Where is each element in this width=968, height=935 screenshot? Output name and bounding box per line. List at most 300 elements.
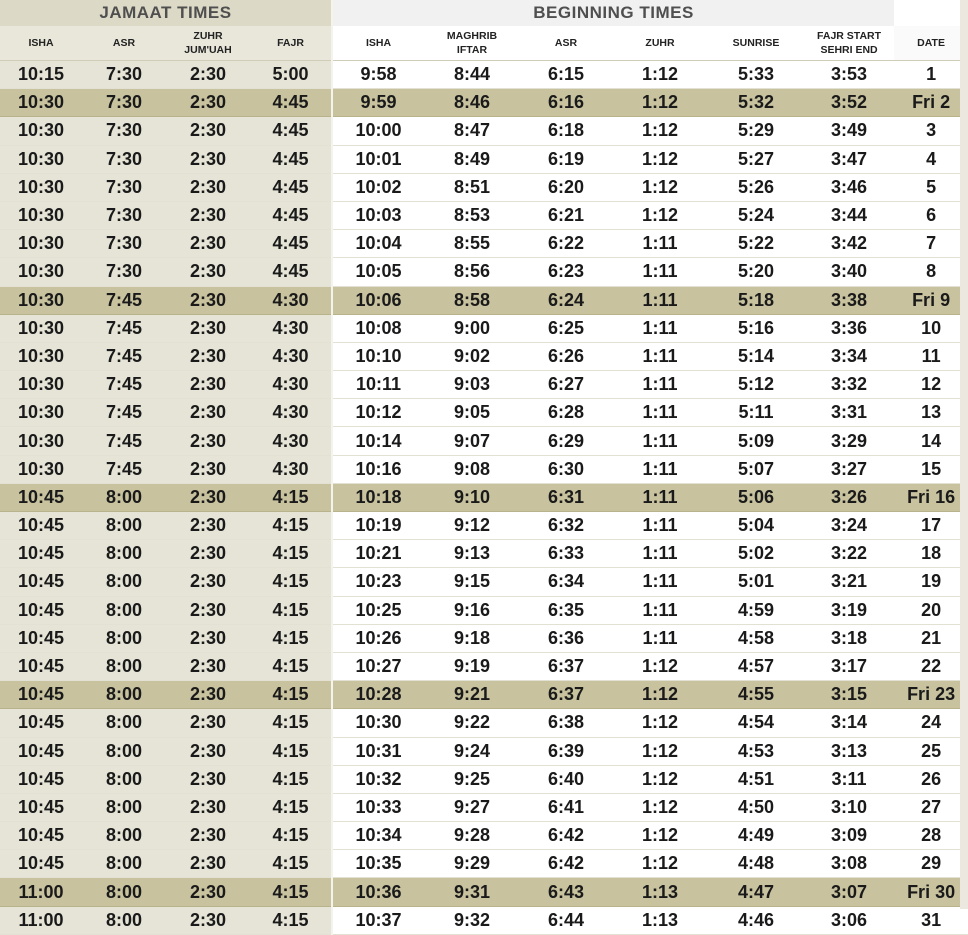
table-row	[0, 568, 968, 596]
begin-fajr-cell: 3:29	[804, 427, 894, 455]
begin-sunrise-cell: 4:48	[708, 850, 804, 878]
begin-zuhr-cell: 1:12	[612, 652, 708, 680]
table-row	[0, 371, 968, 399]
jamaat-zuhr-cell: 2:30	[166, 89, 250, 117]
begin-fajr-cell: 3:26	[804, 483, 894, 511]
jamaat-isha-cell: 10:45	[0, 568, 82, 596]
begin-zuhr-cell: 1:11	[612, 286, 708, 314]
begin-zuhr-cell: 1:12	[612, 681, 708, 709]
begin-isha-cell: 9:59	[332, 89, 424, 117]
begin-maghrib-cell: 9:16	[424, 596, 520, 624]
begin-maghrib-cell: 9:19	[424, 652, 520, 680]
begin-maghrib-cell: 8:58	[424, 286, 520, 314]
date-cell: 28	[894, 822, 968, 850]
jamaat-asr-cell: 7:30	[82, 117, 166, 145]
col-jamaat-fajr: FAJR	[250, 26, 332, 61]
begin-asr-cell: 6:23	[520, 258, 612, 286]
date-cell: 10	[894, 314, 968, 342]
begin-fajr-cell: 3:10	[804, 793, 894, 821]
date-cell: 24	[894, 709, 968, 737]
begin-maghrib-cell: 9:21	[424, 681, 520, 709]
jamaat-asr-cell: 8:00	[82, 568, 166, 596]
col-begin-fajr: FAJR START SEHRI END	[804, 26, 894, 61]
jamaat-asr-cell: 8:00	[82, 624, 166, 652]
jamaat-fajr-cell: 4:15	[250, 822, 332, 850]
friday-row	[0, 681, 968, 709]
begin-fajr-cell: 3:36	[804, 314, 894, 342]
date-cell: 7	[894, 230, 968, 258]
date-cell: 26	[894, 765, 968, 793]
begin-isha-cell: 10:32	[332, 765, 424, 793]
begin-sunrise-cell: 5:33	[708, 61, 804, 89]
col-jamaat-zuhr: ZUHR JUM'UAH	[166, 26, 250, 61]
jamaat-asr-cell: 8:00	[82, 878, 166, 906]
begin-fajr-cell: 3:40	[804, 258, 894, 286]
date-cell: 21	[894, 624, 968, 652]
jamaat-isha-cell: 10:30	[0, 455, 82, 483]
begin-maghrib-cell: 8:56	[424, 258, 520, 286]
begin-asr-cell: 6:24	[520, 286, 612, 314]
date-cell: 12	[894, 371, 968, 399]
begin-isha-cell: 10:12	[332, 399, 424, 427]
begin-zuhr-cell: 1:12	[612, 822, 708, 850]
jamaat-isha-cell: 10:45	[0, 540, 82, 568]
begin-asr-cell: 6:18	[520, 117, 612, 145]
jamaat-zuhr-cell: 2:30	[166, 850, 250, 878]
jamaat-fajr-cell: 4:30	[250, 455, 332, 483]
jamaat-fajr-cell: 4:45	[250, 145, 332, 173]
begin-asr-cell: 6:42	[520, 850, 612, 878]
jamaat-isha-cell: 10:30	[0, 145, 82, 173]
jamaat-fajr-cell: 4:15	[250, 512, 332, 540]
jamaat-fajr-cell: 4:15	[250, 737, 332, 765]
begin-asr-cell: 6:37	[520, 681, 612, 709]
begin-sunrise-cell: 4:57	[708, 652, 804, 680]
jamaat-fajr-cell: 4:15	[250, 906, 332, 934]
jamaat-fajr-cell: 4:30	[250, 286, 332, 314]
begin-maghrib-cell: 8:51	[424, 173, 520, 201]
begin-asr-cell: 6:28	[520, 399, 612, 427]
table-row	[0, 230, 968, 258]
begin-sunrise-cell: 5:16	[708, 314, 804, 342]
begin-zuhr-cell: 1:11	[612, 512, 708, 540]
table-row	[0, 596, 968, 624]
jamaat-zuhr-cell: 2:30	[166, 793, 250, 821]
jamaat-zuhr-cell: 2:30	[166, 878, 250, 906]
jamaat-isha-cell: 10:45	[0, 737, 82, 765]
begin-sunrise-cell: 5:29	[708, 117, 804, 145]
table-row	[0, 145, 968, 173]
col-begin-isha: ISHA	[332, 26, 424, 61]
begin-fajr-cell: 3:53	[804, 61, 894, 89]
begin-sunrise-cell: 5:18	[708, 286, 804, 314]
date-cell: 20	[894, 596, 968, 624]
jamaat-isha-cell: 10:30	[0, 201, 82, 229]
date-cell: 8	[894, 258, 968, 286]
begin-sunrise-cell: 5:09	[708, 427, 804, 455]
jamaat-isha-cell: 10:30	[0, 117, 82, 145]
friday-row	[0, 878, 968, 906]
jamaat-asr-cell: 7:30	[82, 201, 166, 229]
column-header-row	[0, 26, 968, 61]
begin-zuhr-cell: 1:12	[612, 89, 708, 117]
begin-sunrise-cell: 4:50	[708, 793, 804, 821]
jamaat-asr-cell: 7:30	[82, 173, 166, 201]
jamaat-zuhr-cell: 2:30	[166, 201, 250, 229]
begin-zuhr-cell: 1:11	[612, 483, 708, 511]
jamaat-zuhr-cell: 2:30	[166, 596, 250, 624]
jamaat-asr-cell: 7:30	[82, 258, 166, 286]
begin-fajr-cell: 3:52	[804, 89, 894, 117]
jamaat-asr-cell: 7:45	[82, 286, 166, 314]
begin-sunrise-cell: 5:11	[708, 399, 804, 427]
jamaat-asr-cell: 7:30	[82, 61, 166, 89]
begin-maghrib-cell: 9:02	[424, 342, 520, 370]
begin-asr-cell: 6:15	[520, 61, 612, 89]
begin-sunrise-cell: 5:02	[708, 540, 804, 568]
begin-maghrib-cell: 9:18	[424, 624, 520, 652]
jamaat-asr-cell: 7:45	[82, 314, 166, 342]
table-row	[0, 709, 968, 737]
col-date: DATE	[894, 26, 968, 61]
jamaat-isha-cell: 10:30	[0, 342, 82, 370]
begin-maghrib-cell: 9:32	[424, 906, 520, 934]
table-row	[0, 737, 968, 765]
begin-fajr-cell: 3:17	[804, 652, 894, 680]
begin-isha-cell: 10:27	[332, 652, 424, 680]
jamaat-zuhr-cell: 2:30	[166, 765, 250, 793]
jamaat-asr-cell: 8:00	[82, 737, 166, 765]
table-row	[0, 906, 968, 934]
date-cell: 1	[894, 61, 968, 89]
jamaat-fajr-cell: 4:15	[250, 765, 332, 793]
begin-fajr-cell: 3:47	[804, 145, 894, 173]
jamaat-fajr-cell: 4:30	[250, 342, 332, 370]
date-cell: Fri 2	[894, 89, 968, 117]
begin-isha-cell: 10:06	[332, 286, 424, 314]
date-cell: 11	[894, 342, 968, 370]
jamaat-zuhr-cell: 2:30	[166, 173, 250, 201]
jamaat-fajr-cell: 4:30	[250, 399, 332, 427]
col-jamaat-isha: ISHA	[0, 26, 82, 61]
begin-asr-cell: 6:31	[520, 483, 612, 511]
begin-asr-cell: 6:38	[520, 709, 612, 737]
begin-sunrise-cell: 4:53	[708, 737, 804, 765]
table-row	[0, 765, 968, 793]
begin-maghrib-cell: 9:13	[424, 540, 520, 568]
jamaat-zuhr-cell: 2:30	[166, 709, 250, 737]
jamaat-asr-cell: 8:00	[82, 765, 166, 793]
table-row	[0, 314, 968, 342]
begin-isha-cell: 10:01	[332, 145, 424, 173]
begin-zuhr-cell: 1:11	[612, 399, 708, 427]
begin-fajr-cell: 3:13	[804, 737, 894, 765]
begin-sunrise-cell: 5:20	[708, 258, 804, 286]
table-row	[0, 117, 968, 145]
begin-isha-cell: 10:23	[332, 568, 424, 596]
date-cell: Fri 30	[894, 878, 968, 906]
begin-zuhr-cell: 1:12	[612, 850, 708, 878]
begin-fajr-cell: 3:38	[804, 286, 894, 314]
begin-fajr-cell: 3:19	[804, 596, 894, 624]
begin-fajr-cell: 3:27	[804, 455, 894, 483]
begin-fajr-cell: 3:21	[804, 568, 894, 596]
jamaat-fajr-cell: 4:15	[250, 483, 332, 511]
friday-row	[0, 286, 968, 314]
jamaat-asr-cell: 8:00	[82, 709, 166, 737]
jamaat-isha-cell: 10:45	[0, 822, 82, 850]
begin-fajr-cell: 3:49	[804, 117, 894, 145]
begin-fajr-cell: 3:22	[804, 540, 894, 568]
jamaat-fajr-cell: 4:15	[250, 850, 332, 878]
begin-isha-cell: 10:21	[332, 540, 424, 568]
begin-zuhr-cell: 1:12	[612, 201, 708, 229]
date-cell: Fri 9	[894, 286, 968, 314]
date-cell: 3	[894, 117, 968, 145]
begin-fajr-cell: 3:32	[804, 371, 894, 399]
begin-isha-cell: 9:58	[332, 61, 424, 89]
begin-isha-cell: 10:02	[332, 173, 424, 201]
begin-maghrib-cell: 8:53	[424, 201, 520, 229]
begin-zuhr-cell: 1:11	[612, 624, 708, 652]
begin-sunrise-cell: 4:54	[708, 709, 804, 737]
jamaat-fajr-cell: 4:30	[250, 314, 332, 342]
begin-isha-cell: 10:05	[332, 258, 424, 286]
table-row	[0, 201, 968, 229]
jamaat-zuhr-cell: 2:30	[166, 822, 250, 850]
begin-maghrib-cell: 8:44	[424, 61, 520, 89]
begin-zuhr-cell: 1:13	[612, 878, 708, 906]
date-cell: 14	[894, 427, 968, 455]
jamaat-isha-cell: 10:30	[0, 89, 82, 117]
begin-sunrise-cell: 5:06	[708, 483, 804, 511]
jamaat-fajr-cell: 4:45	[250, 117, 332, 145]
table-row	[0, 258, 968, 286]
begin-asr-cell: 6:22	[520, 230, 612, 258]
jamaat-isha-cell: 10:45	[0, 483, 82, 511]
begin-zuhr-cell: 1:12	[612, 145, 708, 173]
date-cell: 5	[894, 173, 968, 201]
begin-asr-cell: 6:43	[520, 878, 612, 906]
begin-sunrise-cell: 5:01	[708, 568, 804, 596]
begin-zuhr-cell: 1:12	[612, 765, 708, 793]
begin-maghrib-cell: 9:12	[424, 512, 520, 540]
begin-maghrib-cell: 9:03	[424, 371, 520, 399]
jamaat-zuhr-cell: 2:30	[166, 342, 250, 370]
jamaat-isha-cell: 10:45	[0, 681, 82, 709]
begin-zuhr-cell: 1:13	[612, 906, 708, 934]
begin-zuhr-cell: 1:12	[612, 173, 708, 201]
begin-maghrib-cell: 9:05	[424, 399, 520, 427]
begin-sunrise-cell: 5:22	[708, 230, 804, 258]
begin-maghrib-cell: 9:00	[424, 314, 520, 342]
begin-sunrise-cell: 5:26	[708, 173, 804, 201]
jamaat-isha-cell: 10:45	[0, 652, 82, 680]
jamaat-isha-cell: 10:30	[0, 427, 82, 455]
jamaat-asr-cell: 7:45	[82, 342, 166, 370]
date-cell: 19	[894, 568, 968, 596]
begin-sunrise-cell: 4:47	[708, 878, 804, 906]
begin-maghrib-cell: 9:15	[424, 568, 520, 596]
jamaat-asr-cell: 8:00	[82, 596, 166, 624]
jamaat-asr-cell: 7:45	[82, 399, 166, 427]
begin-sunrise-cell: 5:27	[708, 145, 804, 173]
jamaat-zuhr-cell: 2:30	[166, 117, 250, 145]
begin-asr-cell: 6:27	[520, 371, 612, 399]
jamaat-isha-cell: 10:15	[0, 61, 82, 89]
begin-zuhr-cell: 1:11	[612, 230, 708, 258]
begin-asr-cell: 6:16	[520, 89, 612, 117]
jamaat-isha-cell: 11:00	[0, 906, 82, 934]
page-edge-shadow	[960, 0, 968, 909]
begin-maghrib-cell: 9:10	[424, 483, 520, 511]
begin-isha-cell: 10:37	[332, 906, 424, 934]
begin-isha-cell: 10:33	[332, 793, 424, 821]
begin-isha-cell: 10:25	[332, 596, 424, 624]
jamaat-asr-cell: 8:00	[82, 822, 166, 850]
date-cell: 6	[894, 201, 968, 229]
jamaat-asr-cell: 8:00	[82, 793, 166, 821]
col-begin-maghrib: MAGHRIB IFTAR	[424, 26, 520, 61]
jamaat-times-title: JAMAAT TIMES	[0, 0, 332, 26]
begin-isha-cell: 10:14	[332, 427, 424, 455]
jamaat-fajr-cell: 4:45	[250, 173, 332, 201]
begin-maghrib-cell: 9:28	[424, 822, 520, 850]
begin-zuhr-cell: 1:11	[612, 342, 708, 370]
jamaat-fajr-cell: 4:30	[250, 371, 332, 399]
begin-sunrise-cell: 5:24	[708, 201, 804, 229]
col-begin-sunrise: SUNRISE	[708, 26, 804, 61]
date-cell: Fri 23	[894, 681, 968, 709]
begin-fajr-cell: 3:24	[804, 512, 894, 540]
begin-zuhr-cell: 1:11	[612, 371, 708, 399]
begin-asr-cell: 6:34	[520, 568, 612, 596]
jamaat-asr-cell: 7:45	[82, 427, 166, 455]
begin-maghrib-cell: 8:46	[424, 89, 520, 117]
begin-isha-cell: 10:19	[332, 512, 424, 540]
jamaat-asr-cell: 7:30	[82, 89, 166, 117]
begin-zuhr-cell: 1:11	[612, 427, 708, 455]
jamaat-isha-cell: 10:30	[0, 230, 82, 258]
begin-fajr-cell: 3:34	[804, 342, 894, 370]
jamaat-fajr-cell: 4:45	[250, 201, 332, 229]
table-row	[0, 61, 968, 89]
table-row	[0, 342, 968, 370]
begin-maghrib-cell: 9:22	[424, 709, 520, 737]
jamaat-isha-cell: 10:45	[0, 596, 82, 624]
jamaat-fajr-cell: 4:15	[250, 652, 332, 680]
jamaat-zuhr-cell: 2:30	[166, 399, 250, 427]
table-row	[0, 427, 968, 455]
corner-cell	[894, 0, 968, 26]
jamaat-asr-cell: 8:00	[82, 652, 166, 680]
begin-zuhr-cell: 1:12	[612, 117, 708, 145]
jamaat-isha-cell: 10:45	[0, 624, 82, 652]
begin-sunrise-cell: 5:14	[708, 342, 804, 370]
begin-zuhr-cell: 1:12	[612, 793, 708, 821]
begin-fajr-cell: 3:08	[804, 850, 894, 878]
table-row	[0, 540, 968, 568]
jamaat-isha-cell: 10:30	[0, 314, 82, 342]
date-cell: 4	[894, 145, 968, 173]
jamaat-zuhr-cell: 2:30	[166, 512, 250, 540]
begin-asr-cell: 6:21	[520, 201, 612, 229]
begin-asr-cell: 6:42	[520, 822, 612, 850]
begin-isha-cell: 10:36	[332, 878, 424, 906]
jamaat-zuhr-cell: 2:30	[166, 737, 250, 765]
jamaat-asr-cell: 8:00	[82, 483, 166, 511]
begin-asr-cell: 6:39	[520, 737, 612, 765]
jamaat-zuhr-cell: 2:30	[166, 652, 250, 680]
table-row	[0, 822, 968, 850]
begin-fajr-cell: 3:15	[804, 681, 894, 709]
begin-sunrise-cell: 4:59	[708, 596, 804, 624]
table-row	[0, 652, 968, 680]
table-row	[0, 399, 968, 427]
begin-fajr-cell: 3:06	[804, 906, 894, 934]
begin-zuhr-cell: 1:11	[612, 314, 708, 342]
begin-maghrib-cell: 9:07	[424, 427, 520, 455]
jamaat-isha-cell: 10:45	[0, 512, 82, 540]
begin-asr-cell: 6:36	[520, 624, 612, 652]
jamaat-asr-cell: 7:30	[82, 145, 166, 173]
date-cell: 18	[894, 540, 968, 568]
begin-asr-cell: 6:19	[520, 145, 612, 173]
begin-asr-cell: 6:32	[520, 512, 612, 540]
begin-sunrise-cell: 4:51	[708, 765, 804, 793]
jamaat-zuhr-cell: 2:30	[166, 681, 250, 709]
begin-isha-cell: 10:31	[332, 737, 424, 765]
table-row	[0, 455, 968, 483]
table-row	[0, 793, 968, 821]
table-row	[0, 512, 968, 540]
jamaat-fajr-cell: 4:45	[250, 89, 332, 117]
jamaat-zuhr-cell: 2:30	[166, 286, 250, 314]
begin-zuhr-cell: 1:12	[612, 709, 708, 737]
begin-fajr-cell: 3:11	[804, 765, 894, 793]
jamaat-zuhr-cell: 2:30	[166, 483, 250, 511]
table-row	[0, 850, 968, 878]
jamaat-isha-cell: 10:30	[0, 173, 82, 201]
begin-zuhr-cell: 1:11	[612, 568, 708, 596]
jamaat-fajr-cell: 4:15	[250, 878, 332, 906]
begin-isha-cell: 10:04	[332, 230, 424, 258]
jamaat-fajr-cell: 4:15	[250, 568, 332, 596]
jamaat-fajr-cell: 4:15	[250, 793, 332, 821]
jamaat-fajr-cell: 4:15	[250, 709, 332, 737]
begin-isha-cell: 10:08	[332, 314, 424, 342]
begin-zuhr-cell: 1:12	[612, 737, 708, 765]
jamaat-fajr-cell: 4:45	[250, 230, 332, 258]
begin-fajr-cell: 3:46	[804, 173, 894, 201]
begin-isha-cell: 10:10	[332, 342, 424, 370]
col-begin-zuhr: ZUHR	[612, 26, 708, 61]
jamaat-isha-cell: 10:30	[0, 286, 82, 314]
begin-zuhr-cell: 1:11	[612, 540, 708, 568]
begin-zuhr-cell: 1:12	[612, 61, 708, 89]
begin-zuhr-cell: 1:11	[612, 596, 708, 624]
jamaat-zuhr-cell: 2:30	[166, 906, 250, 934]
begin-zuhr-cell: 1:11	[612, 258, 708, 286]
begin-asr-cell: 6:35	[520, 596, 612, 624]
jamaat-asr-cell: 8:00	[82, 906, 166, 934]
begin-asr-cell: 6:30	[520, 455, 612, 483]
jamaat-isha-cell: 10:45	[0, 850, 82, 878]
jamaat-zuhr-cell: 2:30	[166, 61, 250, 89]
begin-maghrib-cell: 8:55	[424, 230, 520, 258]
begin-maghrib-cell: 9:24	[424, 737, 520, 765]
begin-sunrise-cell: 4:58	[708, 624, 804, 652]
